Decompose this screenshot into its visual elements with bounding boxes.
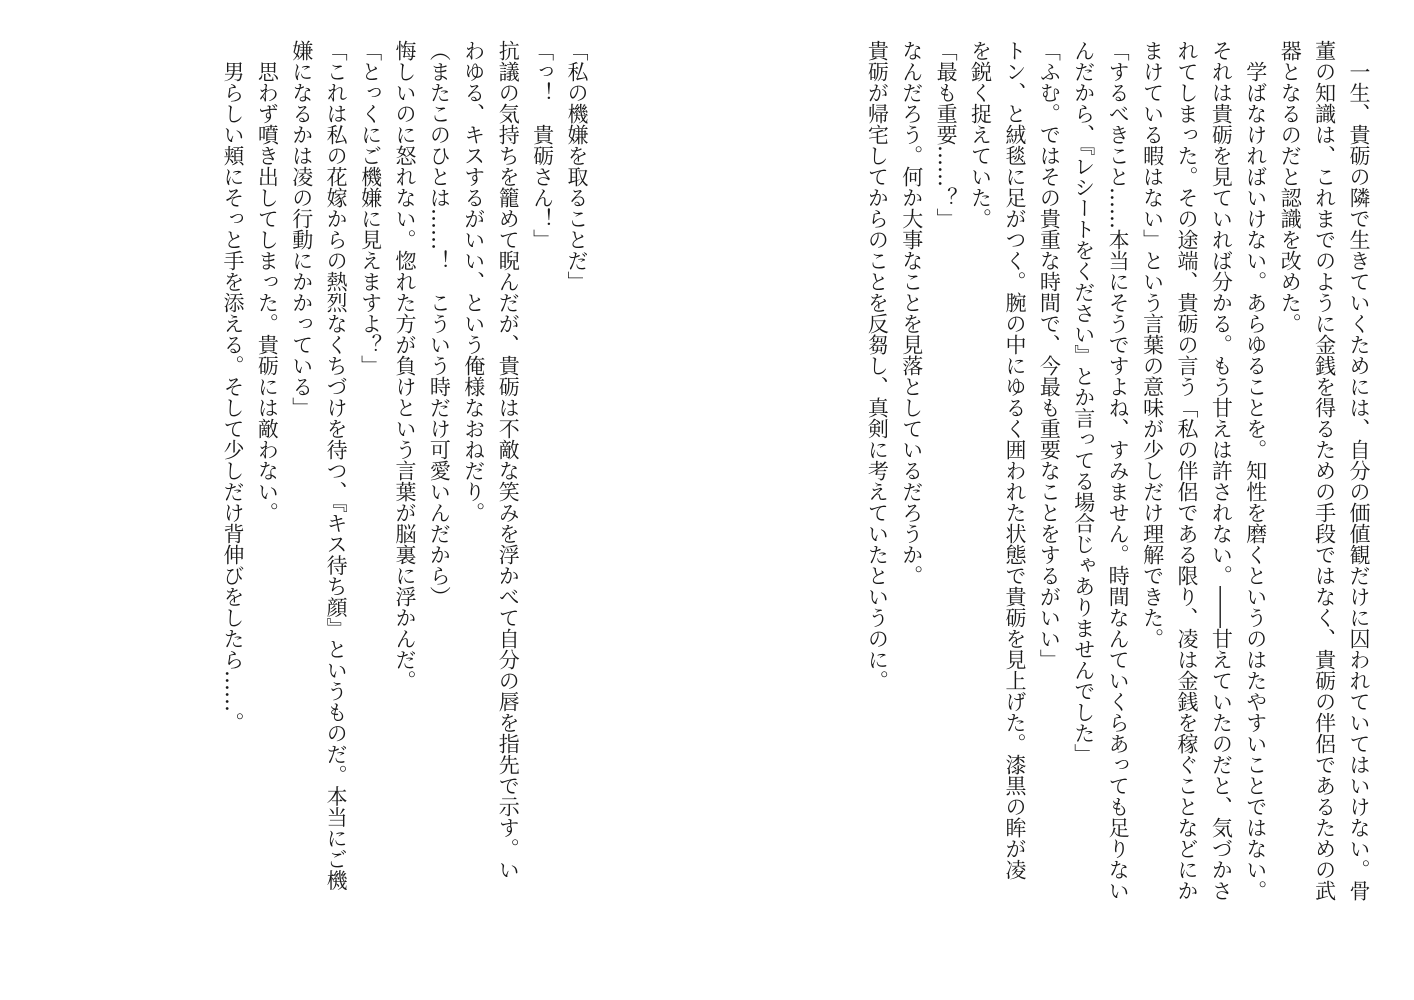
right-page-line: それは貴砺を見ていれば分かる。もう甘えは許されない。――甘えていたのだと、気づかさ — [1209, 40, 1234, 901]
right-page-line: まけている暇はない」という言葉の意味が少しだけ理解できた。 — [1140, 40, 1165, 649]
left-page-line: （またこのひとは……！ こういう時だけ可愛いんだから） — [427, 40, 452, 607]
right-page-line: なんだろう。何か大事なことを見落としているだろうか。 — [899, 40, 924, 586]
left-page-line: 「これは私の花嫁からの熱烈なくちづけを待つ、『キス待ち顔』というものだ。本当にご機 — [324, 40, 349, 891]
right-page-line: 一生、貴砺の隣で生きていくためには、自分の価値観だけに囚われていてはいけない。骨 — [1347, 61, 1371, 901]
left-page-line: 「っ！ 貴砺さん！」 — [530, 40, 555, 250]
left-page-text — [214, 40, 594, 980]
right-page-line: 「ふむ。ではその貴重な時間で、今最も重要なことをするがいい」 — [1037, 40, 1062, 670]
left-page-line: 「私の機嫌を取ることだ」 — [565, 40, 589, 292]
left-page-line: 思わず噴き出してしまった。貴砺には敵わない。 — [255, 61, 280, 523]
right-page-line: 「するべきこと……本当にそうですよね、すみません。時間なんていくらあっても足りない — [1106, 40, 1131, 901]
right-page-line: 「最も重要……？」 — [934, 40, 959, 229]
left-page-line: 抗議の気持ちを籠めて睨んだが、貴砺は不敵な笑みを浮かべて自分の唇を指先で示す。い — [496, 40, 521, 880]
right-page-line: 学ばなければいけない。あらゆることを。知性を磨くというのはたやすいことではない。 — [1243, 61, 1268, 901]
left-page-line: 「とっくにご機嫌に見えますよ？」 — [358, 40, 383, 376]
left-page-line: 男らしい頬にそっと手を添える。そして少しだけ背伸びをしたら……。 — [220, 61, 245, 733]
left-page-line: わゆる、キスするがいい、という俺様なおねだり。 — [461, 40, 486, 523]
right-page-line: 器となるのだと認識を改めた。 — [1278, 40, 1303, 334]
right-page-line: 貴砺が帰宅してからのことを反芻し、真剣に考えていたというのに。 — [865, 40, 890, 691]
right-page-line: 董の知識は、これまでのように金銭を得るための手段ではなく、貴砺の伴侶であるための武 — [1312, 40, 1337, 901]
right-page-line: トン、と絨毯に足がつく。腕の中にゆるく囲われた状態で貴砺を見上げた。漆黒の眸が凌 — [1002, 40, 1027, 880]
right-page-line: れてしまった。その途端、貴砺の言う「私の伴侶である限り、凌は金銭を稼ぐことなどにか — [1174, 40, 1199, 901]
right-page-line: んだから、『レシートをください』とか言ってる場合じゃありませんでした」 — [1071, 40, 1096, 765]
right-page-line: を鋭く捉えていた。 — [968, 40, 993, 229]
left-page-line: 嫌になるかは凌の行動にかかっている」 — [289, 40, 314, 418]
left-page-line: 悔しいのに怒れない。惚れた方が負けという言葉が脳裏に浮かんだ。 — [392, 40, 417, 691]
right-page-text — [646, 40, 1376, 980]
